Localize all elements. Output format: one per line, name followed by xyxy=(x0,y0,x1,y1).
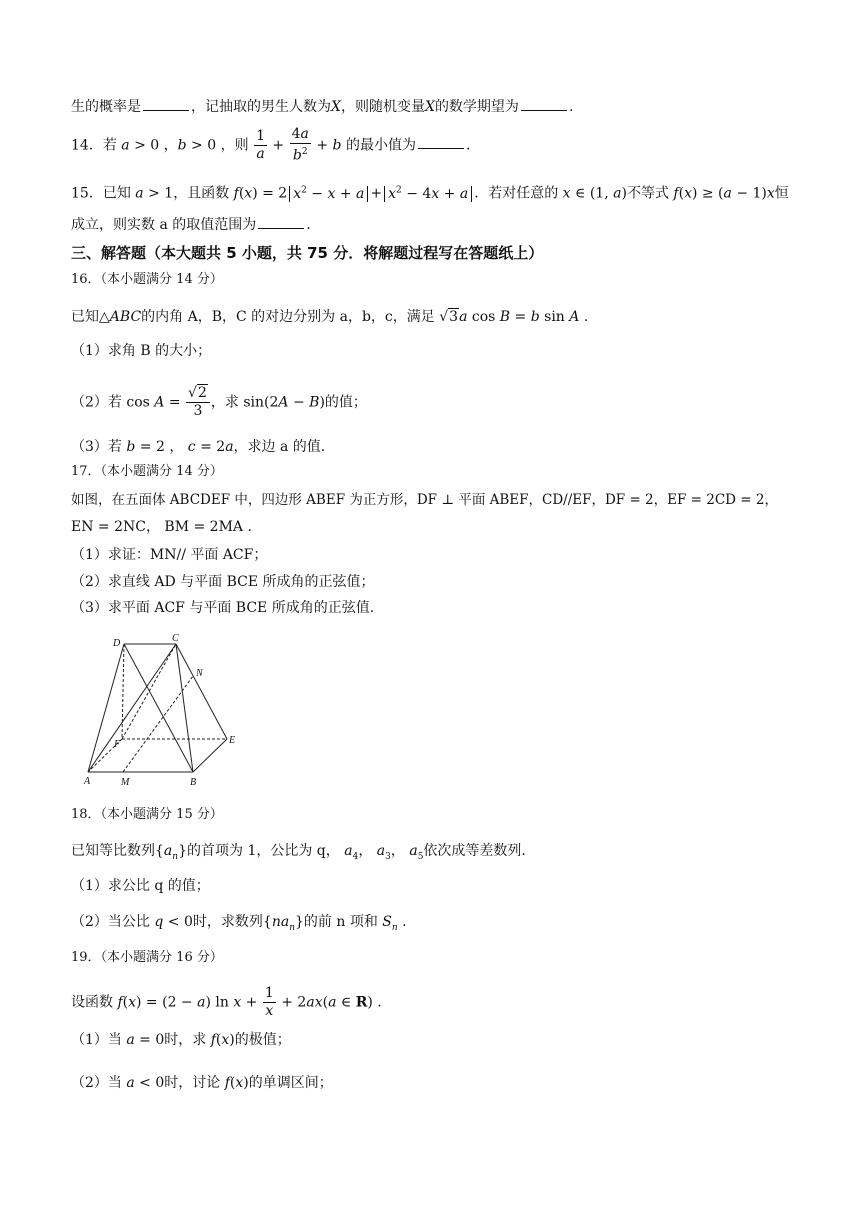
text: ，求边 a 的值. xyxy=(233,439,326,455)
edge-ce xyxy=(176,644,227,739)
text: 15．已知 xyxy=(71,185,131,202)
q16-header: 16．（本小题满分 14 分） xyxy=(71,272,223,287)
text: （1）当 xyxy=(71,1032,122,1048)
answer-blank xyxy=(258,216,304,229)
text: 依次成等差数列. xyxy=(423,843,526,859)
q17-part2: （2）求直线 AD 与平面 BCE 所成角的正弦值； xyxy=(71,574,375,590)
fraction-4a-over-b2: $\frac{4a}{b^2}$ xyxy=(291,126,309,164)
text: 时，求数列 xyxy=(192,914,263,930)
text: 的最小值为 xyxy=(345,137,416,154)
text: （2）当 xyxy=(71,1075,122,1091)
answer-blank xyxy=(143,98,189,111)
q16-part1: （1）求角 B 的大小； xyxy=(71,343,212,359)
q13-continuation xyxy=(71,97,573,117)
edge-be xyxy=(193,739,227,772)
text: ，则随机变量 xyxy=(340,99,425,115)
q16-part3: （3）若 b = 2 ， c = 2a，求边 a 的值. xyxy=(71,439,326,455)
label-m: M xyxy=(121,777,130,788)
text: . xyxy=(568,99,574,115)
text: 时，求 xyxy=(164,1032,207,1048)
text: 成立，则实数 a 的取值范围为 xyxy=(71,217,257,233)
text: ，记抽取的男生人数为 xyxy=(191,99,331,115)
text: 时，讨论 xyxy=(164,1075,221,1091)
var: X xyxy=(424,99,435,115)
q17-stem-2: EN = 2NC， BM = 2MA . xyxy=(71,519,252,535)
label-f: F xyxy=(114,739,121,750)
edge-ca xyxy=(88,644,176,772)
q18-part1: （1）求公比 q 的值； xyxy=(71,878,210,894)
q16-part2: （2）若 cos A = $\frac{√2}{3}$ ，求 sin(2A − B)的值； xyxy=(71,385,367,419)
q17-stem: 如图，在五面体 ABCDEF 中，四边形 ABEF 为正方形，DF ⊥ 平面 ABEF，CD//EF，DF = 2，EF = 2CD = 2， xyxy=(71,492,778,508)
q18-stem: 已知等比数列$\{a_n\}$的首项为 1，公比为 q， $a_4$， $a_3$， $a_5$依次成等差数列. xyxy=(71,843,526,862)
edge-cb xyxy=(176,644,193,772)
q17-part1: （1）求证：MN// 平面 ACF； xyxy=(71,547,268,563)
text: ，求 xyxy=(210,394,239,411)
q18-part2: （2）当公比 q < 0时，求数列$\{na_n\}$的前 n 项和 $S_n$ . xyxy=(71,914,407,933)
text: 生的概率是 xyxy=(71,99,141,115)
fraction-1-over-a: $\frac{1}{a}$ xyxy=(256,127,265,162)
label-n: N xyxy=(196,668,203,679)
pentahedron-figure xyxy=(80,632,245,792)
text: 设函数 xyxy=(71,994,113,1011)
text: 的前 n 项和 xyxy=(303,914,378,930)
q15-cont: 成立，则实数 a 的取值范围为 . xyxy=(71,217,311,233)
q19-stem: 设函数 f(x) = (2 − a) ln x + $\frac{1}{x}$ + 2ax(a ∈ R) . xyxy=(71,985,382,1019)
text: 的内角 A，B，C 的对边分别为 a，b，c，满足 xyxy=(141,309,435,325)
text: 的单调区间； xyxy=(248,1075,333,1091)
q19-part2: （2）当 a < 0时，讨论 f(x)的单调区间； xyxy=(71,1075,333,1091)
q19-header: 19．（本小题满分 16 分） xyxy=(71,950,223,965)
q17-part3: （3）求平面 ACF 与平面 BCE 所成角的正弦值. xyxy=(71,600,375,616)
q19-part1: （1）当 a = 0时，求 f(x)的极值； xyxy=(71,1032,291,1048)
section-heading: 三、解答题（本大题共 5 小题，共 75 分．将解题过程写在答题纸上） xyxy=(71,244,544,262)
q14: 14．若 a > 0 ，b > 0 ，则 $\frac{1}{a}$ + $\frac{4a}{b^2}$ + b 的最小值为 . xyxy=(71,126,471,164)
q14-label: 14．若 xyxy=(71,137,117,154)
label-e: E xyxy=(229,735,236,746)
edge-db xyxy=(124,644,193,772)
fraction-1-over-x: $\frac{1}{x}$ xyxy=(264,985,274,1019)
text: 的值； xyxy=(324,394,367,411)
edge-df xyxy=(122,644,124,739)
answer-blank xyxy=(521,98,567,111)
text: 恒 xyxy=(774,185,789,202)
text: （2）若 xyxy=(71,394,122,411)
text: 的数学期望为 xyxy=(434,99,519,115)
text: 已知等比数列 xyxy=(71,843,155,859)
label-d: D xyxy=(113,638,121,649)
text: （3）若 xyxy=(71,439,122,455)
segment-mn xyxy=(123,676,193,772)
q15: 15．已知 a > 1，且函数 f(x) = 2 $x^2 - x + a + x^2 - 4x + a$ ．若对任意的 x ∈ (1, a)不等式 f(x) ≥ (a − 1)x恒 xyxy=(71,185,789,202)
fraction-sqrt2-over-3: $\frac{√2}{3}$ xyxy=(186,385,210,420)
text: ．若对任意的 xyxy=(474,185,559,202)
text: 不等式 xyxy=(626,185,669,202)
edge-da xyxy=(88,644,124,772)
label-b: B xyxy=(190,777,197,788)
q18-header: 18．（本小题满分 15 分） xyxy=(71,807,223,822)
text: 的极值； xyxy=(234,1032,291,1048)
text: 已知△ xyxy=(71,309,110,325)
var: X xyxy=(331,99,341,115)
q16-stem: 已知△ABC的内角 A，B，C 的对边分别为 a，b，c，满足 √3a cos B = b sin A . xyxy=(71,309,589,325)
q17-header: 17．（本小题满分 14 分） xyxy=(71,464,223,479)
text: ，且函数 xyxy=(173,185,230,202)
text: （2）当公比 xyxy=(71,914,150,930)
label-c: C xyxy=(172,633,179,644)
label-a: A xyxy=(84,776,91,787)
text: 的首项为 1，公比为 q， xyxy=(187,843,340,859)
answer-blank xyxy=(418,136,464,149)
